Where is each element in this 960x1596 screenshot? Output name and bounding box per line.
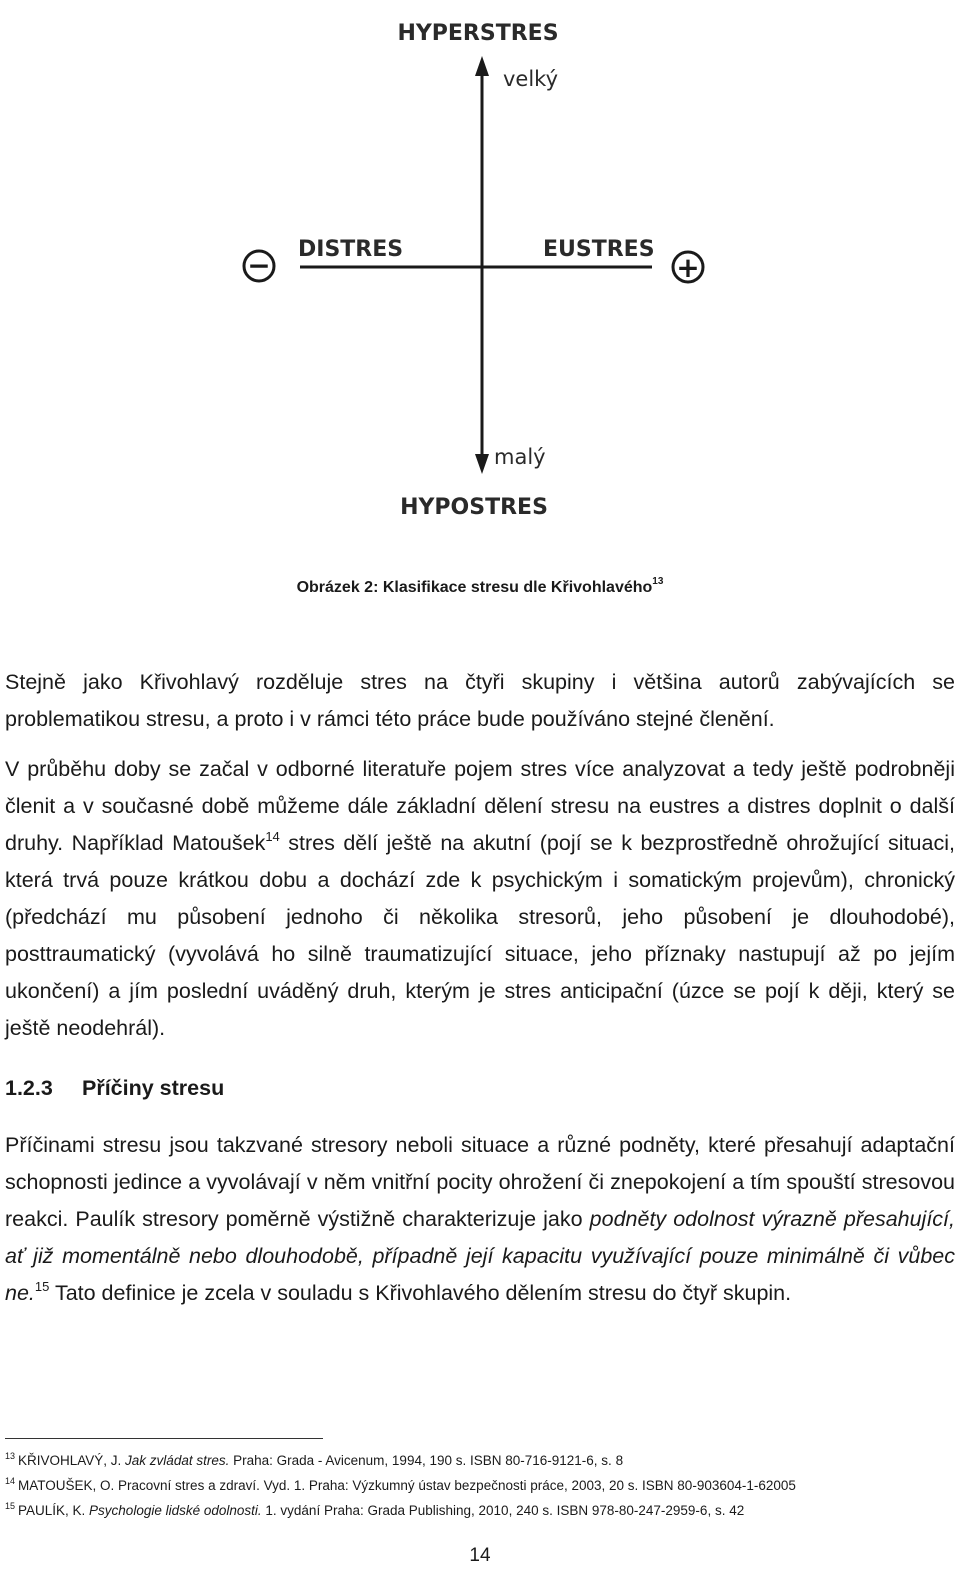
paragraph-3-text-b: Tato definice je zcela v souladu s Křivohlavého dělením stresu do čtyř skupin. bbox=[49, 1281, 792, 1305]
caption-text: Obrázek 2: Klasifikace stresu dle Křivohlavého bbox=[296, 579, 653, 596]
figure-caption bbox=[0, 576, 960, 597]
paragraph-3-text-a: Příčinami stresu jsou takzvané stresory neboli situace a různé podněty, které přesahují adaptační schopnosti jedince a vyvolávají v něm vnitřní pocity ohrožení či znepokojení a tím spouští stresovou reakci. Paulík stresory poměrně výstižně charakterizuje jako bbox=[5, 1133, 955, 1231]
footnote-number: 13 bbox=[5, 1451, 16, 1461]
footnote-text: KŘIVOHLAVÝ, J. bbox=[18, 1453, 126, 1468]
footnote-text-post: Praha: Grada - Avicenum, 1994, 190 s. ISBN 80-716-9121-6, s. 8 bbox=[229, 1453, 624, 1468]
minus-circle-icon bbox=[244, 249, 274, 282]
section-heading bbox=[5, 1076, 224, 1101]
footnote-title: Psychologie lidské odolnosti. bbox=[89, 1503, 262, 1518]
plus-circle-icon bbox=[673, 251, 703, 284]
paragraph-2 bbox=[5, 751, 955, 1047]
paragraph-1-text: Stejně jako Křivohlavý rozděluje stres na čtyři skupiny i většina autorů zabývajících se problematikou stresu, a proto i v rámci této práce bude používáno stejné členění. bbox=[5, 670, 955, 731]
label-hyperstres: HYPERSTRES bbox=[397, 21, 559, 46]
section-number: 1.2.3 bbox=[5, 1076, 53, 1100]
label-hypostres: HYPOSTRES bbox=[400, 495, 548, 520]
footnote-number: 14 bbox=[5, 1476, 16, 1486]
footnote-15 bbox=[5, 1501, 955, 1518]
paragraph-3 bbox=[5, 1127, 955, 1312]
label-velky: velký bbox=[503, 67, 559, 91]
label-eustres: EUSTRES bbox=[543, 237, 655, 262]
paragraph-3-quote: podněty odolnost výrazně přesahující, ať již momentálně nebo dlouhodobě, případně její kapacitu využívající pouze minimálně či vůbec ne. bbox=[5, 1207, 956, 1305]
paragraph-2-text-a: V průběhu doby se začal v odborné literatuře pojem stres více analyzovat a tedy ještě podrobněji členit a v současné době můžeme dále základní dělení stresu na eustres a distres doplnit o další druhy. Například Matoušek bbox=[5, 757, 955, 855]
footnote-14 bbox=[5, 1476, 955, 1493]
plus-sign: + bbox=[676, 251, 700, 284]
footnote-title: Jak zvládat stres. bbox=[125, 1453, 230, 1468]
footnote-ref-14: 14 bbox=[265, 829, 280, 844]
footnote-text-post: 1. vydání Praha: Grada Publishing, 2010, 240 s. ISBN 978-80-247-2959-6, s. 42 bbox=[261, 1503, 745, 1518]
arrow-down-icon bbox=[475, 454, 489, 474]
footnote-text: PAULÍK, K. bbox=[18, 1503, 90, 1518]
section-title: Příčiny stresu bbox=[82, 1076, 225, 1100]
footnote-number: 15 bbox=[5, 1501, 16, 1511]
footnote-13 bbox=[5, 1451, 955, 1468]
arrow-up-icon bbox=[475, 56, 489, 76]
label-distres: DISTRES bbox=[298, 237, 404, 262]
footnote-text: MATOUŠEK, O. Pracovní stres a zdraví. Vyd. 1. Praha: Výzkumný ústav bezpečnosti práce, 2003, 20 s. ISBN 80-903604-1-62005 bbox=[18, 1478, 796, 1493]
label-maly: malý bbox=[494, 445, 546, 469]
paragraph-2-text-b: stres dělí ještě na akutní (pojí se k bezprostředně ohrožující situaci, která trvá pouze krátkou dobu a dochází zde k psychickým i somatickým projevům), chronický (předchází mu působení jednoho či několika stresorů, jeho působení je dlouhodobé), posttraumatický (vyvolává ho silně traumatizující situace, jeho příznaky nastupují až po jejím ukončení) a jím poslední uváděný druh, kterým je stres anticipační (úzce se pojí k ději, který se ještě neodehrál). bbox=[5, 831, 955, 1040]
caption-footnote-ref: 13 bbox=[652, 576, 664, 587]
stress-classification-diagram bbox=[0, 0, 960, 540]
minus-sign: − bbox=[247, 249, 271, 282]
page-number: 14 bbox=[469, 1545, 491, 1566]
footnote-separator bbox=[5, 1438, 323, 1439]
paragraph-1 bbox=[5, 664, 955, 738]
footnote-ref-15: 15 bbox=[34, 1279, 50, 1294]
